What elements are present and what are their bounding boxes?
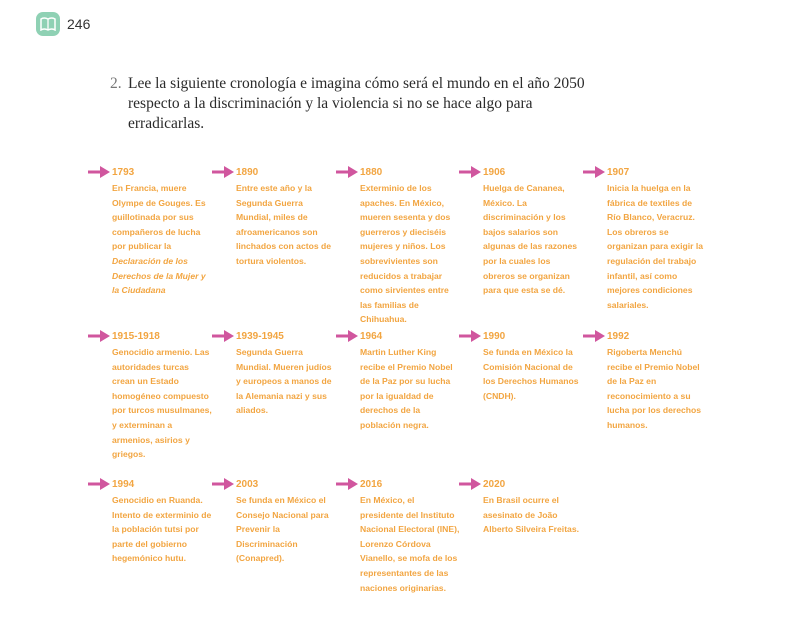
event-year: 1890 xyxy=(236,167,259,178)
right-arrow-icon xyxy=(459,478,481,490)
event-italic-title: Declaración de los Derechos de la Mujer y la Ciudadana xyxy=(112,255,206,296)
page-number: 246 xyxy=(67,16,91,32)
event-description: Segunda Guerra Mundial. Mueren judíos y europeos a manos de la Alemania nazi y sus aliados. xyxy=(236,347,332,416)
event-description: Rigoberta Menchú recibe el Premio Nobel de la Paz en reconocimiento a su lucha por los derechos humanos. xyxy=(607,347,702,430)
event-description: Entre este año y la Segunda Guerra Mundial, miles de afroamericanos son linchados con actos de tortura violentos. xyxy=(236,183,332,266)
book-icon xyxy=(36,12,60,36)
event-description: Exterminio de los apaches. En México, mueren sesenta y dos guerreros y dieciséis mujeres y niños. Los sobrevivientes son reducidos a trabajar como sirvientes entre las familias de Chihuahua. xyxy=(360,183,451,325)
right-arrow-icon xyxy=(336,330,358,342)
event-year: 1990 xyxy=(483,331,506,342)
event-description: Se funda en México la Comisión Nacional de los Derechos Humanos (CNDH). xyxy=(483,347,579,401)
event-description: En Brasil ocurre el asesinato de João Alberto Silveira Freitas. xyxy=(483,495,579,535)
right-arrow-icon xyxy=(336,478,358,490)
event-year: 1992 xyxy=(607,331,630,342)
event-description: Huelga de Cananea, México. La discriminación y los bajos salarios son algunas de las razones por la cuales los obreros se organizan para que esta se dé. xyxy=(483,183,578,296)
event-description: Se funda en México el Consejo Nacional para Prevenir la Discriminación (Conapred). xyxy=(236,495,329,564)
right-arrow-icon xyxy=(88,478,110,490)
right-arrow-icon xyxy=(583,166,605,178)
right-arrow-icon xyxy=(459,166,481,178)
right-arrow-icon xyxy=(336,166,358,178)
right-arrow-icon xyxy=(88,330,110,342)
right-arrow-icon xyxy=(212,478,234,490)
page-header xyxy=(36,12,90,36)
right-arrow-icon xyxy=(212,166,234,178)
event-year: 1907 xyxy=(607,167,630,178)
right-arrow-icon xyxy=(583,330,605,342)
event-description: En Francia, muere Olympe de Gouges. Es guillotinada por sus compañeros de lucha por publicar la Declaración de los Derechos de la Mujer y la Ciudadana xyxy=(112,183,206,296)
event-year: 2003 xyxy=(236,479,259,490)
instruction-number: 2. xyxy=(110,75,122,92)
event-year: 2020 xyxy=(483,479,506,490)
right-arrow-icon xyxy=(88,166,110,178)
event-description: Inicia la huelga en la fábrica de textiles de Río Blanco, Veracruz. Los obreros se organizan para exigir la regulación del trabajo infantil, así como mejores condiciones salariales. xyxy=(607,183,703,310)
instruction-text: Lee la siguiente cronología e imagina cómo será el mundo en el año 2050 respecto a la discriminación y la violencia si no se hace algo para erradicarlas. xyxy=(128,75,585,132)
event-description: Genocidio armenio. Las autoridades turcas crean un Estado homogéneo compuesto por turcos musulmanes, y exterminan a armenios, asirios y griegos. xyxy=(112,347,212,460)
event-year: 2016 xyxy=(360,479,383,490)
right-arrow-icon xyxy=(212,330,234,342)
event-year: 1793 xyxy=(112,167,135,178)
right-arrow-icon xyxy=(459,330,481,342)
event-description: Genocidio en Ruanda. Intento de exterminio de la población tutsi por parte del gobierno hegemónico hutu. xyxy=(112,495,212,564)
event-year: 1880 xyxy=(360,167,383,178)
event-year: 1915-1918 xyxy=(112,331,160,342)
event-year: 1939-1945 xyxy=(236,331,284,342)
event-year: 1964 xyxy=(360,331,383,342)
event-description: En México, el presidente del Instituto Nacional Electoral (INE), Lorenzo Córdova Vianello, se mofa de los representantes de las naciones originarias. xyxy=(360,495,460,593)
event-description: Martin Luther King recibe el Premio Nobel de la Paz por su lucha por la igualdad de derechos de la población negra. xyxy=(360,347,453,430)
instruction xyxy=(110,74,610,134)
event-year: 1994 xyxy=(112,479,135,490)
event-year: 1906 xyxy=(483,167,506,178)
